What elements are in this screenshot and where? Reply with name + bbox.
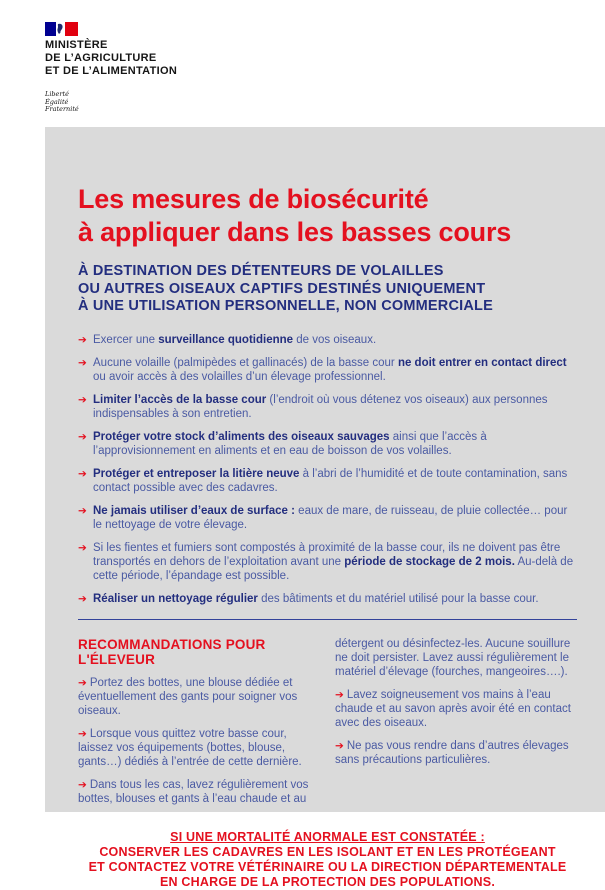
section-divider [78, 619, 577, 620]
ministry-name [45, 39, 177, 78]
page-subtitle-line: À UNE UTILISATION PERSONNELLE, NON COMMERCIALE [78, 298, 493, 314]
motto-line: Liberté [45, 90, 69, 98]
measure-item [78, 356, 577, 384]
warning-line: SI UNE MORTALITÉ ANORMALE EST CONSTATÉE : [170, 829, 485, 844]
measure-text-bold: Limiter l’accès de la basse cour [93, 393, 267, 406]
measure-text: Exercer une [93, 333, 159, 346]
measure-text: Si les fientes et fumiers sont compostés à proximité de la basse cour, ils ne doivent pas être transportés en dehors de l’exploitation avant une [93, 541, 561, 568]
recommendation-item [335, 688, 577, 730]
ministry-motto [45, 91, 177, 114]
mortality-warning [78, 830, 577, 890]
measure-item [78, 333, 577, 347]
warning-line: EN CHARGE DE LA PROTECTION DES POPULATIONS. [159, 874, 495, 889]
arrow-bullet-icon: ➔ [78, 430, 87, 443]
measure-text: Portez des bottes, une blouse dédiée et éventuellement des gants pour soigner vos oiseaux. [78, 676, 298, 717]
content-panel [45, 127, 605, 889]
measure-item [78, 592, 577, 606]
biosecurity-measures-list [78, 333, 577, 606]
ministry-name-line: DE L’AGRICULTURE [45, 52, 157, 64]
measure-item [78, 541, 577, 583]
arrow-bullet-icon: ➔ [78, 333, 87, 346]
marianne-silhouette-icon [56, 23, 65, 35]
french-flag-icon [45, 22, 78, 36]
measure-text: Dans tous les cas, lavez régulièrement vos bottes, blouses et gants à l’eau chaude et au [78, 778, 309, 805]
arrow-bullet-icon: ➔ [78, 541, 87, 554]
recommendations-column-right [335, 637, 577, 815]
ministry-name-line: ET DE L’ALIMENTATION [45, 65, 178, 77]
page-title-line: Les mesures de biosécurité [78, 184, 429, 214]
recommendation-item [335, 739, 577, 767]
measure-text: Aucune volaille (palmipèdes et gallinacés) de la basse cour [93, 356, 398, 369]
measure-text: Lorsque vous quittez votre basse cour, laissez vos équipements (bottes, blouse, gants…) dédiés à l’entrée de cette dernière. [78, 727, 302, 768]
measure-text-bold: période de stockage de 2 mois. [344, 555, 515, 568]
measure-item [78, 430, 577, 458]
motto-line: Fraternité [45, 105, 79, 113]
recommendations-heading: RECOMMANDATIONS POUR L'ÉLEVEUR [78, 636, 266, 667]
arrow-bullet-icon: ➔ [78, 727, 87, 740]
arrow-bullet-icon: ➔ [78, 504, 87, 517]
arrow-bullet-icon: ➔ [78, 393, 87, 406]
motto-line: Égalité [45, 97, 69, 106]
measure-item [78, 393, 577, 421]
recommendations-section [78, 637, 577, 815]
page-title [78, 183, 577, 249]
measure-text: de vos oiseaux. [293, 333, 377, 346]
arrow-bullet-icon: ➔ [78, 356, 87, 369]
ministry-header [45, 22, 177, 114]
arrow-bullet-icon: ➔ [78, 778, 87, 791]
warning-line: CONSERVER LES CADAVRES EN LES ISOLANT ET EN LES PROTÉGEANT [99, 844, 556, 859]
measure-text: ainsi que l’accès à l’approvisionnement en aliments et en eau de boisson de vos volailles. [93, 430, 487, 457]
flag-white-stripe [56, 22, 65, 36]
arrow-bullet-icon: ➔ [335, 739, 344, 752]
arrow-bullet-icon: ➔ [335, 688, 344, 701]
measure-text: ou avoir accès à des volailles d’un élevage professionnel. [93, 370, 386, 383]
measure-text: des bâtiments et du matériel utilisé pour la basse cour. [257, 592, 539, 605]
recommendation-item [78, 676, 320, 718]
recommendations-column-left [78, 637, 320, 815]
measure-text-bold: Ne jamais utiliser d’eaux de surface : [93, 504, 295, 517]
measure-item [78, 504, 577, 532]
measure-text: à l’abri de l’humidité et de toute contamination, sans contact possible avec des cadavres. [93, 467, 568, 494]
arrow-bullet-icon: ➔ [78, 676, 87, 689]
warning-line: ET CONTACTEZ VOTRE VÉTÉRINAIRE OU LA DIRECTION DÉPARTEMENTALE [88, 859, 567, 874]
measure-text-bold: Protéger votre stock d’aliments des oiseaux sauvages [93, 430, 390, 443]
recommendation-item [335, 637, 577, 679]
page-subtitle-line: À DESTINATION DES DÉTENTEURS DE VOLAILLES [78, 263, 444, 279]
page-title-line: à appliquer dans les basses cours [78, 217, 512, 247]
arrow-bullet-icon: ➔ [78, 592, 87, 605]
recommendation-item [78, 778, 320, 806]
recommendation-item [78, 727, 320, 769]
measure-text-bold: surveillance quotidienne [158, 333, 294, 346]
measure-text: Lavez soigneusement vos mains à l’eau chaude et au savon après avoir été en contact avec des oiseaux. [335, 688, 571, 729]
arrow-bullet-icon: ➔ [78, 467, 87, 480]
measure-text: Au-delà de cette période, l’épandage est possible. [93, 555, 574, 582]
measure-text: eaux de mare, de ruisseau, de pluie collectée… pour le nettoyage de votre élevage. [93, 504, 568, 531]
recommendations-items-left [78, 676, 320, 806]
flag-blue-stripe [45, 22, 56, 36]
measure-text: détergent ou désinfectez-les. Aucune souillure ne doit persister. Lavez aussi régulièrement le matériel d’élevage (fourches, mangeoires….). [335, 637, 571, 678]
page-subtitle-line: OU AUTRES OISEAUX CAPTIFS DESTINÉS UNIQUEMENT [78, 280, 486, 297]
flag-red-stripe [65, 22, 78, 36]
page-subtitle [78, 263, 577, 316]
measure-item [78, 467, 577, 495]
measure-text: (l’endroit où vous détenez vos oiseaux) aux personnes indispensables à son entretien. [93, 393, 548, 420]
measure-text-bold: Réaliser un nettoyage régulier [93, 592, 258, 605]
measure-text-bold: ne doit entrer en contact direct [397, 356, 567, 369]
ministry-name-line: MINISTÈRE [45, 39, 108, 51]
measure-text-bold: Protéger et entreposer la litière neuve [93, 467, 300, 480]
measure-text: Ne pas vous rendre dans d’autres élevages sans précautions particulières. [335, 739, 569, 766]
